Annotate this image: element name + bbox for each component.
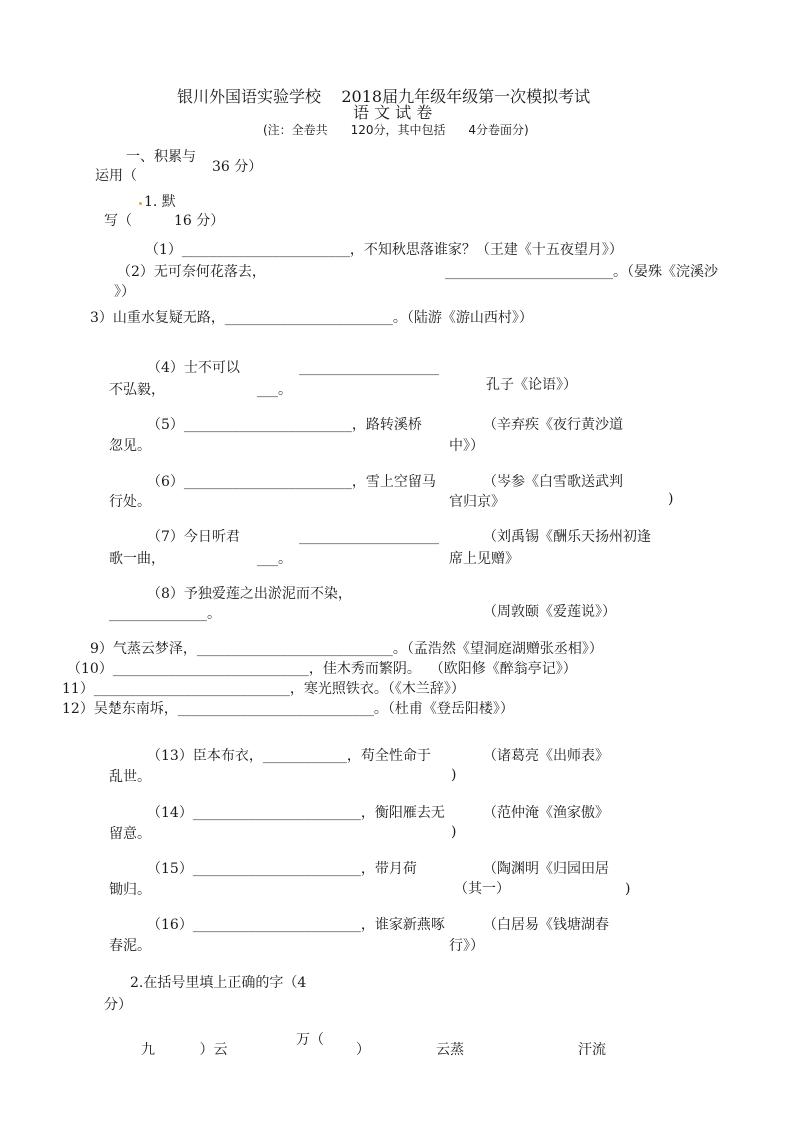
item-7-source: （刘禹锡《酬乐天扬州初逢	[483, 529, 651, 545]
item-15-source-cont: （其一）	[454, 881, 510, 897]
item-16-cont: 春泥。	[109, 938, 151, 954]
question-1-label-cont: 写（	[104, 213, 132, 229]
item-3: 3）山重水复疑无路，________________________。（陆游《游山西村》）	[90, 310, 533, 326]
item-15-bracket: )	[625, 881, 631, 897]
word-2: 万（	[296, 1032, 324, 1048]
item-13: （13）臣本布衣，____________，苟全性命于	[147, 748, 431, 764]
item-4-blank: ____________________	[299, 360, 439, 376]
item-5: （5）________________________，路转溪桥	[147, 417, 422, 433]
item-4-blank-2: ___。	[257, 382, 292, 398]
question-1-score: 16 分）	[174, 213, 225, 229]
exam-subtitle: 语 文 试 卷	[353, 103, 433, 122]
item-15-source: （陶渊明《归园田居	[483, 861, 609, 877]
item-8-source: （周敦颐《爱莲说》）	[483, 604, 616, 620]
question-2-score: 分）	[104, 997, 132, 1013]
item-5-source-cont: 中》）	[449, 438, 484, 454]
item-5-source: （辛弃疾《夜行黄沙道	[483, 417, 623, 433]
item-2-blank: ________________________。（晏殊《浣溪沙	[445, 264, 718, 280]
question-2-label: 2.在括号里填上正确的字（4	[130, 975, 307, 991]
item-12: 12）吴楚东南坼，____________________________。（杜甫《登岳阳楼》）	[62, 701, 514, 717]
item-15: （15）________________________，带月荷	[147, 861, 417, 877]
item-6-bracket: )	[668, 491, 674, 507]
item-7-cont: 歌一曲，	[109, 551, 165, 567]
item-4: （4）士不可以	[147, 360, 240, 376]
item-14: （14）________________________，衡阳雁去无	[147, 805, 445, 821]
item-16-source: （白居易《钱塘湖春	[483, 917, 609, 933]
item-14-cont: 留意。	[109, 826, 151, 842]
item-7-blank-2: ___。	[257, 551, 292, 567]
item-5-cont: 忽见。	[109, 438, 151, 454]
section-score: 36 分）	[212, 159, 263, 175]
item-7-blank: ____________________	[299, 529, 439, 545]
item-6-source-cont: 官归京》	[449, 494, 505, 510]
section-heading: 一、积累与	[126, 149, 196, 165]
question-1-label: 1. 默	[144, 194, 176, 210]
item-2: （2）无可奈何花落去，	[117, 264, 266, 280]
item-16-source-cont: 行》）	[449, 938, 484, 954]
item-4-source: 孔子《论语》）	[486, 377, 577, 393]
item-1: （1）________________________，不知秋思落谁家？（王建《十五夜望月》）	[145, 242, 623, 258]
item-9: 9）气蒸云梦泽，____________________________。（孟浩然《望洞庭湖赠张丞相》）	[90, 641, 603, 657]
item-16: （16）________________________，谁家新燕啄	[147, 917, 445, 933]
item-11: 11）____________________________，寒光照铁衣。（《木兰辞》）	[62, 681, 465, 697]
item-8: （8）予独爱莲之出淤泥而不染，	[147, 586, 352, 602]
item-7-source-cont: 席上见赠》	[449, 551, 519, 567]
item-13-bracket: )	[451, 767, 457, 783]
word-4: 汗流	[578, 1042, 606, 1058]
item-14-bracket: )	[451, 824, 457, 840]
bullet-dot	[139, 202, 142, 205]
item-6-source: （岑参《白雪歌送武判	[483, 474, 623, 490]
item-6: （6）________________________，雪上空留马	[147, 474, 436, 490]
item-8-blank: ______________。	[109, 606, 221, 622]
item-2-end: 》）	[114, 284, 135, 300]
item-7: （7）今日听君	[147, 529, 240, 545]
word-2-bracket: ）	[356, 1042, 370, 1058]
item-6-cont: 行处。	[109, 494, 151, 510]
word-3: 云蒸	[436, 1042, 464, 1058]
item-14-source: （范仲淹《渔家傲》	[483, 805, 609, 821]
exam-note: (注：全卷共 120分，其中包括 4分卷面分)	[263, 123, 529, 137]
exam-title: 银川外国语实验学校 2018届九年级年级第一次模拟考试	[177, 87, 591, 106]
item-13-cont: 乱世。	[109, 769, 151, 785]
item-10: （10）____________________________，佳木秀而繁阴。 （欧阳修《醉翁亭记》）	[67, 661, 577, 677]
section-heading-cont: 运用（	[95, 168, 137, 184]
item-15-cont: 锄归。	[109, 882, 151, 898]
item-4-cont: 不弘毅，	[109, 382, 165, 398]
item-13-source: （诸葛亮《出师表》	[483, 748, 609, 764]
word-1: 九 ）云	[141, 1042, 228, 1058]
